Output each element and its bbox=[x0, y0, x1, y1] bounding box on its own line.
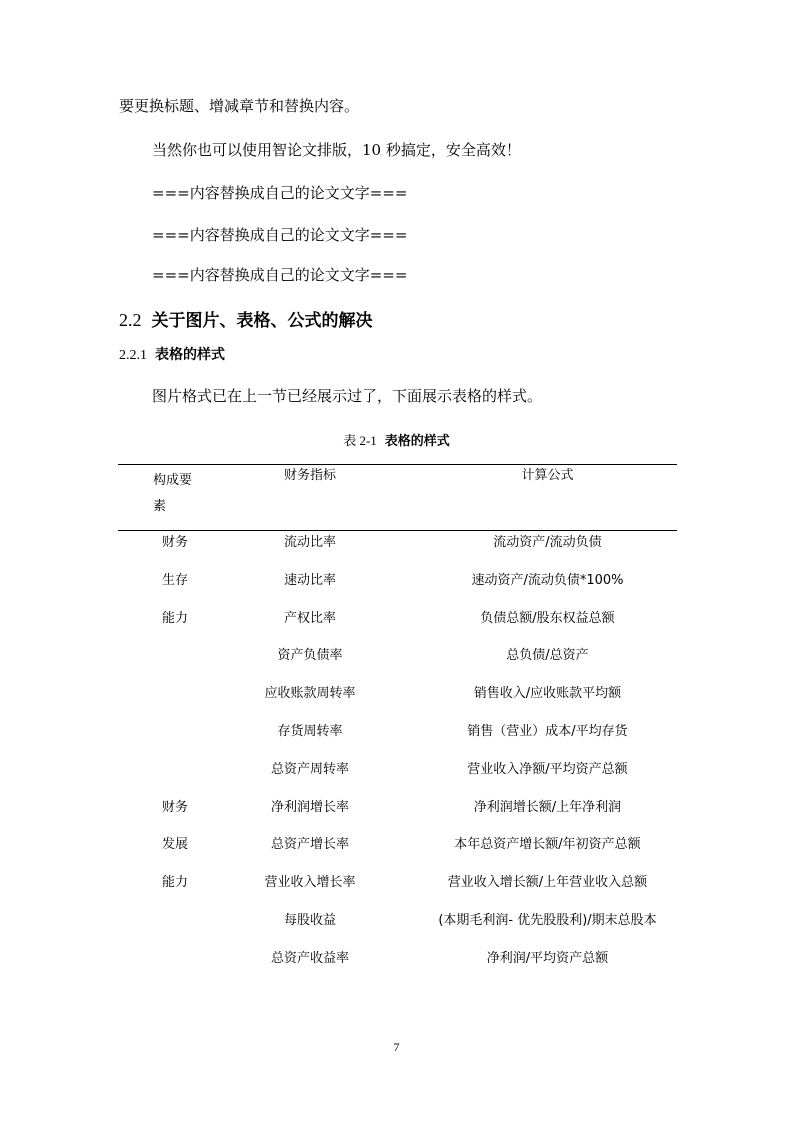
table-cell-formula: 净利润/平均资产总额 bbox=[486, 950, 609, 966]
table-caption-number: 表 2-1 bbox=[343, 433, 377, 448]
table-cell-composition: 财务 bbox=[161, 535, 188, 550]
table-cell-indicator: 应收账款周转率 bbox=[264, 686, 356, 702]
table-cell-composition: 财务 bbox=[161, 799, 188, 815]
table-cell-indicator: 产权比率 bbox=[283, 610, 336, 626]
table-cell-formula: (本期毛利润- 优先股股利)/期末总股本 bbox=[438, 913, 657, 928]
table-cell-composition: 生存 bbox=[161, 572, 188, 588]
table-cell-formula: 本年总资产增长额/年初资产总额 bbox=[454, 837, 641, 853]
paragraph-ad: 当然你也可以使用智论文排版，10 秒搞定，安全高效！ bbox=[152, 141, 521, 159]
table-cell-composition: 发展 bbox=[161, 837, 188, 853]
table-cell-formula: 营业收入增长额/上年营业收入总额 bbox=[447, 875, 648, 891]
section-title: 关于图片、表格、公式的解决 bbox=[151, 311, 373, 331]
table-cell-formula: 负债总额/股东权益总额 bbox=[480, 610, 615, 626]
table-header-rule bbox=[118, 530, 677, 531]
table-cell-indicator: 总资产收益率 bbox=[270, 950, 349, 966]
table-cell-composition: 能力 bbox=[161, 875, 188, 891]
table-cell-indicator: 存货周转率 bbox=[277, 724, 343, 739]
table-cell-formula: 销售收入/应收账款平均额 bbox=[473, 686, 622, 702]
table-header-cell-formula: 计算公式 bbox=[521, 468, 574, 483]
table-cell-indicator: 总资产增长率 bbox=[270, 837, 349, 853]
table-cell-formula: 净利润增长额/上年净利润 bbox=[473, 799, 622, 815]
subsection-number: 2.2.1 bbox=[119, 348, 147, 363]
section-number: 2.2 bbox=[119, 310, 142, 330]
page-number: 7 bbox=[393, 1040, 400, 1054]
table-cell-formula: 销售（营业）成本/平均存货 bbox=[467, 724, 628, 739]
table-cell-formula: 速动资产/流动负债*100% bbox=[471, 572, 624, 588]
paragraph-continuation: 要更换标题、增减章节和替换内容。 bbox=[119, 97, 360, 115]
table-header-cell-indicator: 财务指标 bbox=[283, 468, 336, 483]
table-caption-title: 表格的样式 bbox=[384, 434, 450, 449]
table-cell-formula: 总负债/总资产 bbox=[506, 648, 589, 664]
table-cell-indicator: 总资产周转率 bbox=[270, 761, 349, 777]
table-cell-composition: 能力 bbox=[161, 610, 188, 626]
subsection-heading bbox=[119, 346, 225, 365]
intro-paragraph: 图片格式已在上一节已经展示过了，下面展示表格的样式。 bbox=[152, 387, 543, 405]
table-caption bbox=[0, 430, 793, 449]
paragraph-placeholder-3: ===内容替换成自己的论文文字=== bbox=[152, 266, 408, 284]
table-cell-indicator: 速动比率 bbox=[283, 572, 336, 588]
table-cell-indicator: 资产负债率 bbox=[277, 648, 343, 664]
subsection-title: 表格的样式 bbox=[155, 347, 225, 363]
table-header-cell-composition: 构成要素 bbox=[153, 473, 193, 514]
table-cell-indicator: 营业收入增长率 bbox=[264, 875, 356, 891]
paragraph-placeholder-2: ===内容替换成自己的论文文字=== bbox=[152, 226, 408, 244]
table-cell-indicator: 流动比率 bbox=[283, 535, 336, 550]
table-cell-formula: 流动资产/流动负债 bbox=[493, 535, 602, 550]
paragraph-placeholder-1: ===内容替换成自己的论文文字=== bbox=[152, 184, 408, 202]
table-cell-indicator: 每股收益 bbox=[283, 913, 336, 928]
table-top-rule bbox=[118, 464, 677, 465]
section-heading bbox=[119, 309, 373, 332]
table-cell-formula: 营业收入净额/平均资产总额 bbox=[467, 761, 628, 777]
table-cell-indicator: 净利润增长率 bbox=[270, 799, 349, 815]
